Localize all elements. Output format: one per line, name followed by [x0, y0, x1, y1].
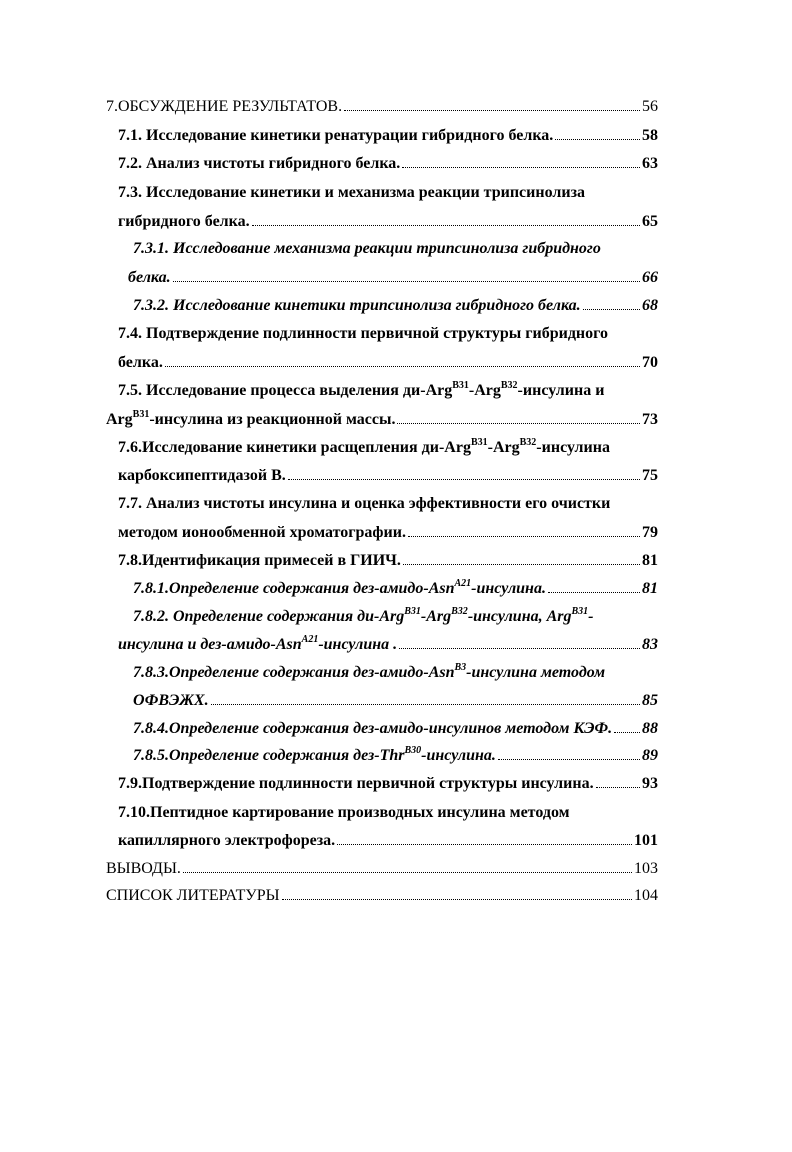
- leader-dots: [397, 423, 640, 424]
- toc-title: 7.8.5.Определение содержания дез-Thr$^{B30}$-инсулина.: [133, 745, 496, 764]
- toc-title: 7.9.Подтверждение подлинности первичной структуры инсулина.: [118, 775, 594, 792]
- leader-dots: [337, 844, 632, 845]
- toc-entry-7-7: [118, 523, 658, 543]
- toc-entry-7-10-line1: 7.10.Пептидное картирование производных инсулина методом: [118, 804, 570, 821]
- leader-dots: [548, 592, 640, 593]
- page-number: 81: [642, 552, 658, 569]
- page-number: 65: [642, 213, 658, 230]
- page-number: 66: [642, 269, 658, 286]
- leader-dots: [583, 309, 640, 310]
- toc-title: 7.8.1.Определение содержания дез-амидо-Asn$^{A21}$-инсулина.: [133, 578, 546, 597]
- toc-entry-7-8-5: [133, 746, 658, 766]
- toc-title: гибридного белка.: [118, 213, 250, 230]
- toc-title: инсулина и дез-амидо-Asn$^{A21}$-инсулина .: [118, 634, 398, 653]
- leader-dots: [555, 139, 640, 140]
- leader-dots: [498, 759, 640, 760]
- leader-dots: [399, 648, 640, 649]
- page-number: 79: [642, 524, 658, 541]
- page-number: 58: [642, 127, 658, 144]
- toc-title: 7.8.Идентификация примесей в ГИИЧ.: [118, 552, 401, 569]
- page-number: 83: [642, 636, 658, 653]
- toc-title: Arg$^{B31}$-инсулина из реакционной массы.: [106, 409, 396, 428]
- toc-entry-7-8-2: [118, 635, 658, 655]
- page-number: 104: [634, 887, 658, 904]
- leader-dots: [165, 366, 640, 367]
- leader-dots: [252, 225, 640, 226]
- leader-dots: [344, 110, 640, 111]
- toc-entry-7-10: [118, 831, 658, 851]
- toc-entry-conclusions: [106, 859, 658, 879]
- toc-entry-7-1: [118, 126, 658, 146]
- toc-title: 7.ОБСУЖДЕНИЕ РЕЗУЛЬТАТОВ.: [106, 98, 343, 115]
- toc-title: 7.8.4.Определение содержания дез-амидо-инсулинов методом КЭФ.: [133, 720, 613, 737]
- page-number: 103: [634, 860, 658, 877]
- toc-entry-7-8-3: [133, 691, 658, 711]
- leader-dots: [408, 536, 640, 537]
- toc-entry-7: [106, 97, 658, 117]
- toc-entry-7-6: [118, 466, 658, 486]
- toc-entry-7-8-1: [133, 579, 658, 599]
- toc-entry-7-3-1-line1: 7.3.1. Исследование механизма реакции трипсинолиза гибридного: [133, 240, 601, 257]
- toc-entry-7-3-line1: 7.3. Исследование кинетики и механизма реакции трипсинолиза: [118, 184, 585, 201]
- toc-entry-7-7-line1: 7.7. Анализ чистоты инсулина и оценка эффективности его очистки: [118, 495, 611, 512]
- toc-entry-7-8-3-line1: 7.8.3.Определение содержания дез-амидо-Asn$^{B3}$-инсулина методом: [133, 662, 606, 681]
- toc-title: карбоксипептидазой В.: [118, 467, 286, 484]
- leader-dots: [183, 872, 632, 873]
- toc-title: белка.: [118, 354, 163, 371]
- page-number: 63: [642, 155, 658, 172]
- leader-dots: [403, 564, 640, 565]
- leader-dots: [173, 281, 640, 282]
- page-number: 88: [642, 720, 658, 737]
- page-number: 89: [642, 747, 658, 764]
- leader-dots: [288, 479, 640, 480]
- leader-dots: [614, 732, 640, 733]
- toc-entry-7-8: [118, 551, 658, 571]
- toc-title: капиллярного электрофореза.: [118, 832, 336, 849]
- leader-dots: [596, 787, 640, 788]
- page-number: 75: [642, 467, 658, 484]
- toc-entry-references: [106, 886, 658, 906]
- leader-dots: [211, 704, 640, 705]
- toc-entry-7-5: [106, 410, 658, 430]
- toc-entry-7-3-2: [133, 296, 658, 316]
- toc-entry-7-4-line1: 7.4. Подтверждение подлинности первичной структуры гибридного: [118, 325, 608, 342]
- toc-entry-7-5-line1: 7.5. Исследование процесса выделения ди-Arg$^{B31}$-Arg$^{B32}$-инсулина и: [118, 380, 605, 399]
- page-number: 73: [642, 411, 658, 428]
- toc-entry-7-9: [118, 774, 658, 794]
- toc-entry-7-3-1: [128, 268, 658, 288]
- leader-dots: [402, 167, 640, 168]
- toc-title: методом ионообменной хроматографии.: [118, 524, 406, 541]
- toc-title: ОФВЭЖХ.: [133, 692, 209, 709]
- toc-title: 7.3.2. Исследование кинетики трипсинолиза гибридного белка.: [133, 297, 581, 314]
- toc-entry-7-6-line1: 7.6.Исследование кинетики расщепления ди-Arg$^{B31}$-Arg$^{B32}$-инсулина: [118, 437, 610, 456]
- toc-entry-7-3: [118, 212, 658, 232]
- page-number: 93: [642, 775, 658, 792]
- toc-title: СПИСОК ЛИТЕРАТУРЫ: [106, 887, 280, 904]
- toc-title: ВЫВОДЫ.: [106, 860, 181, 877]
- leader-dots: [282, 899, 632, 900]
- toc-title: 7.1. Исследование кинетики ренатурации гибридного белка.: [118, 127, 554, 144]
- toc-title: белка.: [128, 269, 171, 286]
- page-number: 56: [642, 98, 658, 115]
- toc-entry-7-2: [118, 154, 658, 174]
- toc-title: 7.2. Анализ чистоты гибридного белка.: [118, 155, 401, 172]
- toc-entry-7-4: [118, 353, 658, 373]
- page-number: 85: [642, 692, 658, 709]
- page-number: 68: [642, 297, 658, 314]
- page-number: 101: [634, 832, 658, 849]
- toc-entry-7-8-2-line1: 7.8.2. Определение содержания ди-Arg$^{B31}$-Arg$^{B32}$-инсулина, Arg$^{B31}$-: [133, 606, 594, 625]
- page-number: 70: [642, 354, 658, 371]
- toc-entry-7-8-4: [133, 719, 658, 739]
- page-number: 81: [642, 580, 658, 597]
